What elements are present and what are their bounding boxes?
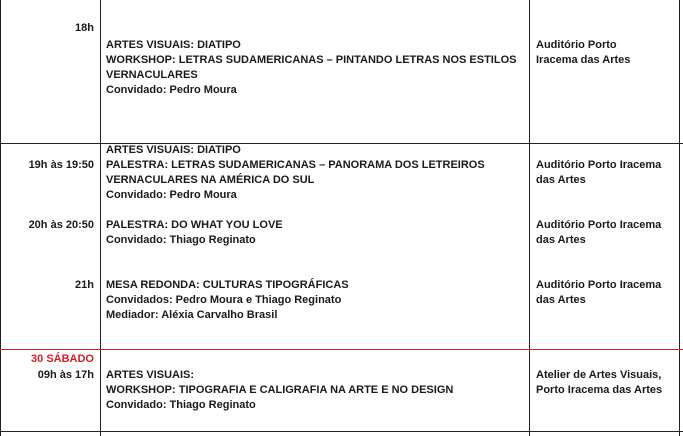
event-subtitle-cont: VERNACULARES: [106, 69, 198, 81]
event-cell: [106, 368, 526, 413]
location-cell: [536, 158, 676, 188]
location-line: Iracema das Artes: [536, 54, 631, 66]
column-divider-1: [100, 0, 101, 436]
event-subtitle: PALESTRA: LETRAS SUDAMERICANAS – PANORAMA DOS LETREIROS: [106, 159, 485, 171]
location-cell: [536, 38, 676, 68]
location-line: Auditório Porto Iracema: [536, 279, 662, 291]
event-guest: Convidado: Thiago Reginato: [106, 399, 256, 411]
location-line: Auditório Porto Iracema: [536, 159, 662, 171]
event-cell: [106, 218, 526, 248]
event-title: ARTES VISUAIS:: [106, 369, 195, 381]
event-subtitle: WORKSHOP: LETRAS SUDAMERICANAS – PINTANDO LETRAS NOS ESTILOS: [106, 54, 517, 66]
time-cell: 20h às 20:50: [28, 219, 94, 231]
location-line: das Artes: [536, 234, 586, 246]
event-guest: Convidado: Pedro Moura: [106, 84, 237, 96]
event-title: ARTES VISUAIS: DIATIPO: [106, 39, 241, 51]
column-divider-2: [529, 0, 530, 436]
event-title: MESA REDONDA: CULTURAS TIPOGRÁFICAS: [106, 279, 349, 291]
table-border-right: [679, 0, 680, 436]
location-cell: [536, 368, 676, 398]
location-cell: [536, 218, 676, 248]
event-cell: [106, 38, 526, 98]
location-line: das Artes: [536, 294, 586, 306]
time-cell: 18h: [75, 22, 94, 34]
location-line: das Artes: [536, 174, 586, 186]
location-cell: [536, 278, 676, 308]
event-guest: Convidados: Pedro Moura e Thiago Reginato: [106, 294, 342, 306]
location-line: Auditório Porto: [536, 39, 617, 51]
event-guest: Convidado: Pedro Moura: [106, 189, 237, 201]
event-moderator: Mediador: Aléxia Carvalho Brasil: [106, 309, 278, 321]
location-line: Porto Iracema das Artes: [536, 384, 663, 396]
location-line: Atelier de Artes Visuais,: [536, 369, 662, 381]
time-cell: 21h: [75, 279, 94, 291]
location-line: Auditório Porto Iracema: [536, 219, 662, 231]
event-guest: Convidado: Thiago Reginato: [106, 234, 256, 246]
event-title: PALESTRA: DO WHAT YOU LOVE: [106, 219, 283, 231]
table-border-bottom: [0, 431, 683, 432]
time-cell: 19h às 19:50: [28, 159, 94, 171]
row-divider-2: [0, 349, 683, 350]
time-cell: 09h às 17h: [37, 369, 94, 381]
day-label: 30 SÁBADO: [31, 353, 94, 365]
event-subtitle: WORKSHOP: TIPOGRAFIA E CALIGRAFIA NA ARTE E NO DESIGN: [106, 384, 454, 396]
event-cell: [106, 278, 526, 323]
event-subtitle-cont: VERNACULARES NA AMÉRICA DO SUL: [106, 174, 315, 186]
event-cell: [106, 143, 526, 203]
event-title: ARTES VISUAIS: DIATIPO: [106, 144, 241, 156]
